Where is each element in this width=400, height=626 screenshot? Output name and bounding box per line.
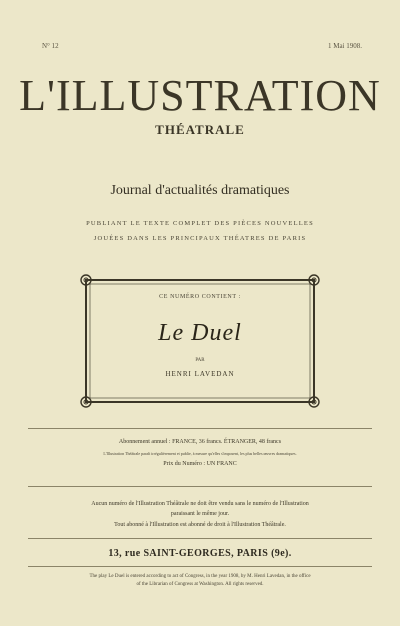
copyright-line-1: The play Le Duel is entered according to act of Congress, in the year 1908, by M. Henri Lavedan, in the office — [89, 574, 311, 579]
publication-title: L'ILLUSTRATION — [19, 71, 381, 120]
copyright-line-2: of the Librarian of Congress at Washington. All rights reserved. — [136, 582, 264, 587]
contains-label: CE NUMÉRO CONTIENT : — [159, 294, 241, 300]
sales-notice-1: Aucun numéro de l'Illustration Théâtrale ne doit être vendu sans le numéro de l'Illustration — [91, 501, 309, 507]
subscriber-notice: Tout abonné à l'Illustration est abonné de droit à l'Illustration Théâtrale. — [114, 522, 286, 528]
issue-date: 1 Mai 1908. — [327, 42, 362, 50]
journal-tagline: Journal d'actualités dramatiques — [110, 183, 290, 198]
by-label: PAR — [195, 358, 205, 363]
subscription-price: Abonnement annuel : FRANCE, 36 francs. ÉTRANGER, 48 francs — [118, 439, 282, 445]
divider — [28, 538, 372, 539]
play-title: Le Duel — [158, 320, 242, 346]
subscription-note: L'Illustration Théâtrale paraît irrégulièrement et publie, à mesure qu'elles s'imposent, les plus belles œuvres dramatiques. — [103, 451, 297, 456]
divider — [28, 428, 372, 429]
publisher-address: 13, rue SAINT-GEORGES, PARIS (9e). — [108, 548, 292, 559]
divider — [28, 566, 372, 567]
publishing-line-2: JOUÉES DANS LES PRINCIPAUX THÉATRES DE PARIS — [93, 235, 307, 242]
sales-notice-2: paraissant le même jour. — [170, 511, 230, 517]
divider — [28, 486, 372, 487]
author-name: HENRI LAVEDAN — [165, 370, 235, 378]
publication-subtitle: THÉATRALE — [155, 122, 245, 137]
publishing-line-1: PUBLIANT LE TEXTE COMPLET DES PIÈCES NOUVELLES — [86, 220, 314, 227]
feature-frame — [80, 274, 320, 408]
issue-number: N° 12 — [42, 42, 59, 50]
issue-price: Prix du Numéro : UN FRANC — [163, 461, 237, 467]
